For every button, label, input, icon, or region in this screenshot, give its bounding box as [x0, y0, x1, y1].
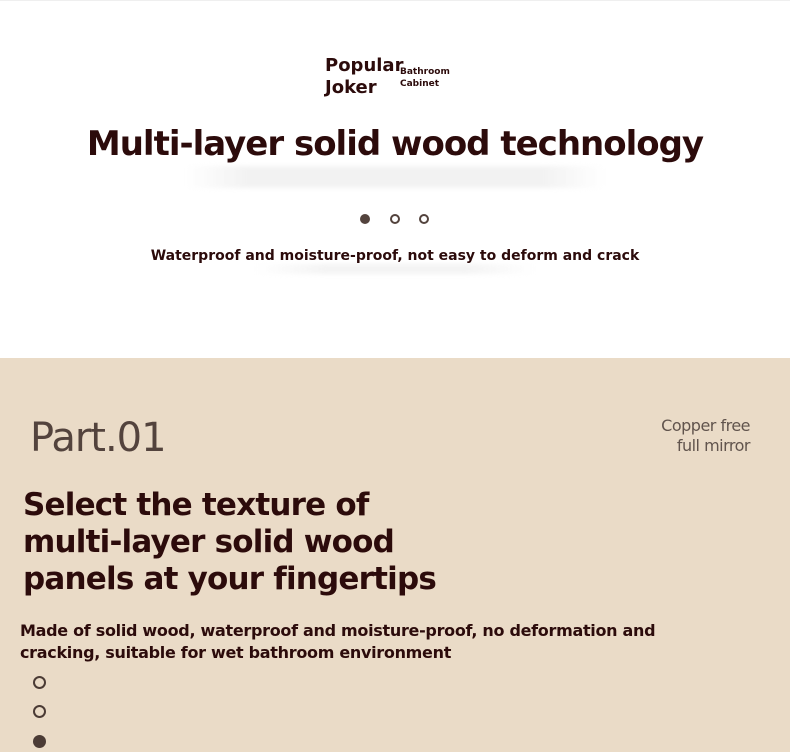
hero-carousel-dot-1[interactable] — [360, 214, 370, 224]
feature-carousel-dot-3[interactable] — [33, 735, 46, 748]
brand-tag — [400, 66, 450, 90]
hero-carousel-dot-2[interactable] — [390, 214, 400, 224]
hero-carousel-dot-3[interactable] — [419, 214, 429, 224]
corner-note-line2: full mirror — [676, 436, 750, 455]
brand-logo — [325, 55, 495, 101]
corner-note — [590, 416, 750, 456]
part-label: Part.01 — [30, 415, 166, 461]
feature-carousel-dots — [33, 676, 53, 752]
feature-title-line1: Select the texture of — [23, 487, 369, 523]
hero-title: Multi-layer solid wood technology — [86, 124, 704, 164]
feature-section — [0, 358, 790, 752]
headline-shadow — [185, 166, 605, 188]
brand-tag-line2: Cabinet — [400, 79, 440, 89]
hero-subtitle: Waterproof and moisture-proof, not easy to deform and crack — [150, 248, 640, 264]
feature-carousel-dot-2[interactable] — [33, 705, 46, 718]
corner-note-line1: Copper free — [661, 416, 750, 435]
hero-section — [0, 0, 790, 358]
brand-name-line1: Popular — [325, 55, 404, 76]
feature-title-line2: multi-layer solid wood — [23, 524, 395, 560]
top-divider — [0, 0, 790, 1]
feature-title — [23, 487, 493, 598]
brand-name-line2: Joker — [325, 77, 377, 98]
brand-tag-line1: Bathroom — [400, 67, 450, 77]
feature-carousel-dot-1[interactable] — [33, 676, 46, 689]
feature-description: Made of solid wood, waterproof and moisture-proof, no deformation and cracking, suitable for wet bathroom environment — [20, 621, 656, 662]
hero-carousel-dots — [356, 211, 436, 229]
brand-name — [325, 55, 403, 99]
feature-title-line3: panels at your fingertips — [23, 561, 437, 597]
